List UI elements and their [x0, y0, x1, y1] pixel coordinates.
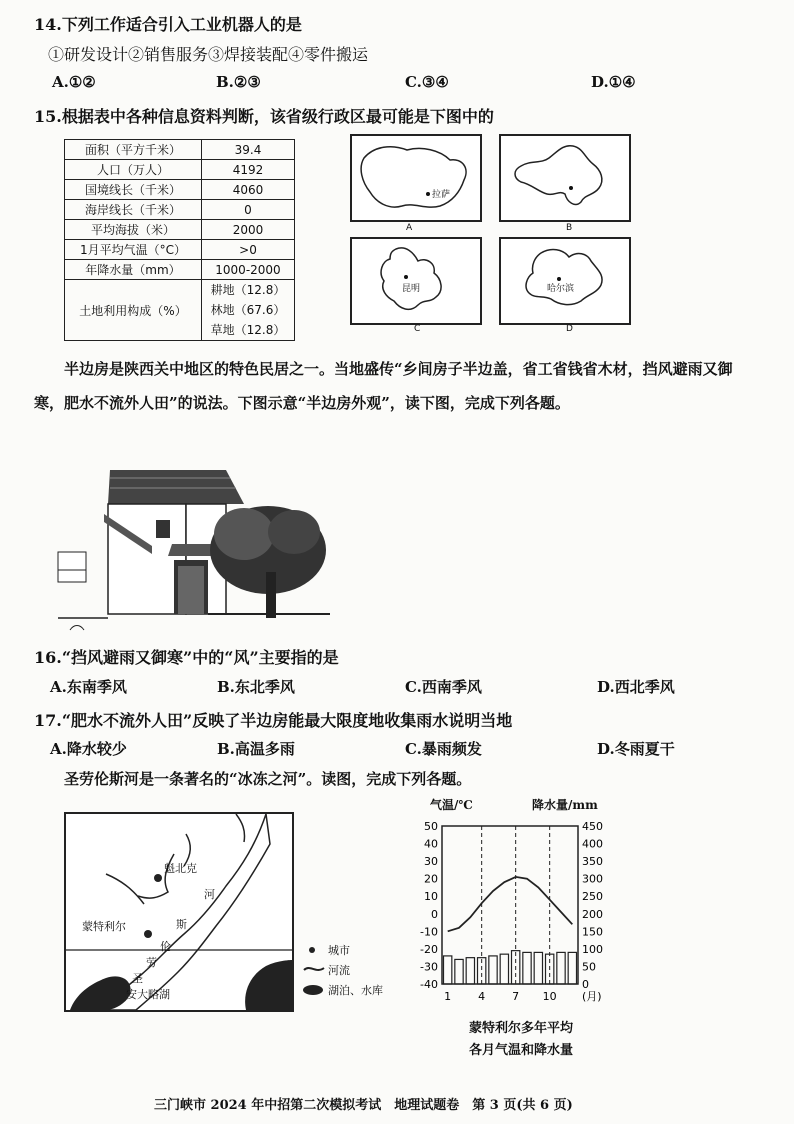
precip-tick-label: 350 — [582, 855, 603, 869]
precip-bar — [523, 952, 531, 984]
map-b-letter: B — [566, 223, 573, 233]
page-footer: 三门峡市 2024 年中招第二次模拟考试 地理试题卷 第 3 页(共 6 页) — [154, 1098, 573, 1113]
table-row: 年降水量（mm） 1000-2000 — [65, 260, 295, 280]
map-a-letter: A — [406, 223, 413, 233]
precip-bar — [500, 954, 508, 984]
chart-plot-frame — [442, 826, 578, 984]
q17-option-d: D.冬雨夏干 — [597, 740, 675, 758]
half-house-drawing — [48, 460, 338, 638]
map-d-city: 哈尔滨 — [547, 284, 575, 294]
map-d-letter: D — [566, 324, 573, 334]
passage-banbianfang: 半边房是陕西关中地区的特色民居之一。当地盛传“乡间房子半边盖，省工省钱省木材，挡风避雨又御寒，肥水不流外人田”的说法。下图示意“半边房外观”，读下图，完成下列各题。 — [34, 360, 733, 412]
precip-tick-label: 300 — [582, 872, 603, 886]
map-legend — [300, 940, 410, 1000]
chart-title-line-1: 蒙特利尔多年平均 — [468, 1021, 573, 1036]
month-tick-label: 10 — [542, 990, 557, 1003]
temp-tick-label: 50 — [424, 820, 438, 833]
precip-bar — [534, 952, 542, 984]
precip-bar — [489, 956, 497, 984]
house-illustration — [48, 460, 338, 638]
precip-tick-label: 200 — [582, 907, 603, 921]
q17-option-a: A.降水较少 — [50, 740, 127, 758]
table-row: 海岸线长（千米） 0 — [65, 200, 295, 220]
inner-mongolia-outline — [501, 136, 629, 220]
temp-tick-label: 30 — [424, 855, 438, 869]
precip-bar — [557, 952, 565, 984]
q15-stem: 15.根据表中各种信息资料判断，该省级行政区最可能是下图中的 — [34, 107, 494, 126]
st-lawrence-map-drawing — [66, 814, 292, 1010]
precip-bar — [466, 958, 474, 984]
temp-tick-label: -30 — [420, 960, 438, 974]
legend-lake: 湖泊、水库 — [328, 984, 383, 997]
precip-bar — [568, 952, 576, 984]
precip-tick-label: 450 — [582, 820, 603, 833]
legend-city: 城市 — [328, 944, 350, 957]
q17-stem: 17.“肥水不流外人田”反映了半边房能最大限度地收集雨水说明当地 — [34, 711, 513, 730]
map-c-letter: C — [414, 324, 421, 334]
chart-right-axis-label: 降水量/mm — [532, 798, 598, 812]
chart-title-line-2: 各月气温和降水量 — [468, 1043, 573, 1058]
river-label-lao: 劳 — [146, 956, 157, 969]
legend-river: 河流 — [328, 964, 350, 977]
q16-stem: 16.“挡风避雨又御寒”中的“风”主要指的是 — [34, 648, 339, 667]
table-row: 平均海拔（米） 2000 — [65, 220, 295, 240]
q16-option-b: B.东北季风 — [217, 678, 295, 696]
map-a — [350, 134, 482, 222]
chart-left-axis-label: 气温/℃ — [430, 798, 473, 812]
q14-option-d: D.①④ — [591, 73, 636, 91]
q14-option-a: A.①② — [52, 73, 96, 91]
tibet-outline — [352, 136, 480, 220]
precip-tick-label: 0 — [582, 978, 589, 991]
temp-tick-label: 10 — [424, 890, 438, 904]
q14-items: ①研发设计②销售服务③焊接装配④零件搬运 — [48, 45, 369, 64]
map-c-city: 昆明 — [402, 284, 421, 294]
table-row: 人口（万人） 4192 — [65, 160, 295, 180]
precip-bar — [455, 959, 463, 984]
river-map — [64, 812, 294, 1012]
temp-tick-label: -20 — [420, 942, 438, 956]
temp-tick-label: 20 — [424, 872, 438, 886]
river-label-lun: 伦 — [160, 940, 171, 953]
chart-axis-headers — [416, 796, 616, 810]
q17-option-c: C.暴雨频发 — [405, 740, 482, 758]
map-c — [350, 237, 482, 325]
temperature-line — [448, 877, 573, 931]
table-row: 面积（平方千米） 39.4 — [65, 140, 295, 160]
table-row: 土地利用构成（%） 耕地（12.8） 林地（67.6） 草地（12.8） — [65, 280, 295, 341]
q16-option-c: C.西南季风 — [405, 678, 482, 696]
legend-symbols — [300, 940, 326, 1000]
map-b — [499, 134, 631, 222]
precip-tick-label: 400 — [582, 837, 603, 851]
river-label-quebec: 魁北克 — [164, 862, 197, 875]
temp-tick-label: -10 — [420, 925, 438, 939]
q14-option-b: B.②③ — [216, 73, 261, 91]
month-tick-label: 1 — [444, 990, 452, 1003]
precip-tick-label: 150 — [582, 925, 603, 939]
river-label-ontario: 安大略湖 — [126, 988, 170, 1001]
temp-tick-label: 40 — [424, 837, 438, 851]
q14-option-c: C.③④ — [405, 73, 449, 91]
river-label-he: 河 — [204, 888, 215, 901]
month-tick-label: 7 — [512, 990, 520, 1003]
passage-st-lawrence: 圣劳伦斯河是一条著名的“冰冻之河”。读图，完成下列各题。 — [64, 770, 472, 788]
table-row: 1月平均气温（°C） >0 — [65, 240, 295, 260]
chart-title — [446, 1018, 596, 1062]
temp-tick-label: 0 — [431, 907, 438, 921]
info-table — [64, 139, 295, 341]
month-tick-label: 4 — [478, 990, 486, 1003]
precip-bar — [444, 956, 452, 984]
q16-option-a: A.东南季风 — [50, 678, 127, 696]
q14-stem: 14.下列工作适合引入工业机器人的是 — [34, 15, 302, 34]
river-label-sheng: 圣 — [132, 972, 143, 985]
q17-option-b: B.高温多雨 — [217, 740, 295, 758]
climate-chart — [410, 812, 624, 1012]
table-row: 国境线长（千米） 4060 — [65, 180, 295, 200]
river-label-si: 斯 — [176, 918, 187, 931]
temp-tick-label: -40 — [420, 978, 438, 991]
map-d — [499, 237, 631, 325]
precip-tick-label: 100 — [582, 942, 603, 956]
map-a-city: 拉萨 — [432, 190, 451, 200]
precip-tick-label: 50 — [582, 960, 596, 974]
precip-tick-label: 250 — [582, 890, 603, 904]
month-axis-unit: (月) — [582, 990, 602, 1003]
q16-option-d: D.西北季风 — [597, 678, 675, 696]
river-label-montreal: 蒙特利尔 — [82, 920, 126, 933]
